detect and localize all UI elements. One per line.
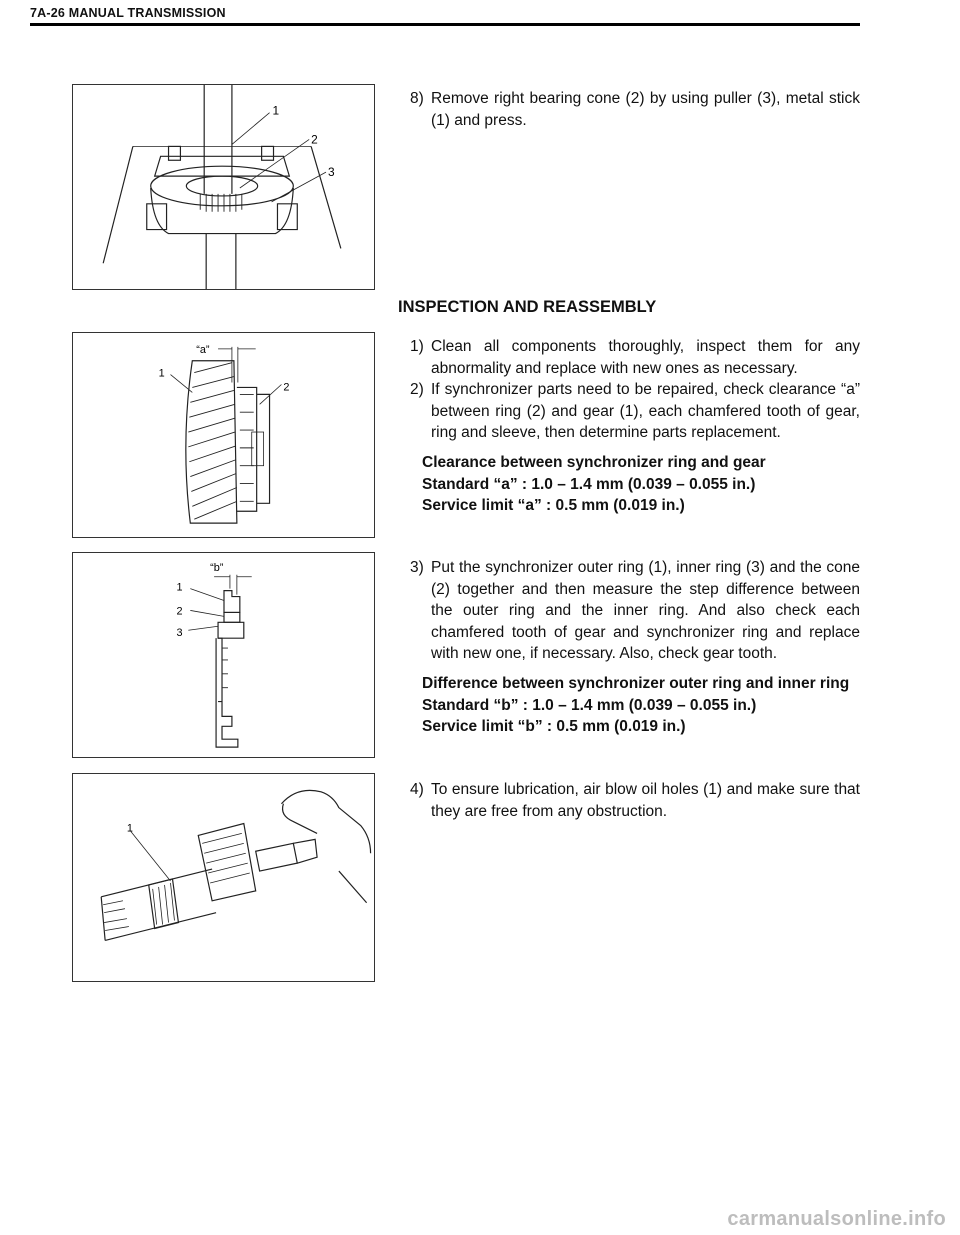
step-1-text: Clean all components thoroughly, inspect them for any abnormality and replace with new ones as necessary.	[431, 338, 860, 377]
spec-a-title: Clearance between synchronizer ring and gear	[422, 454, 766, 471]
spec-a-standard: Standard “a” : 1.0 – 1.4 mm (0.039 – 0.055 in.)	[422, 475, 756, 493]
bearing-puller-illustration	[73, 85, 374, 289]
fig3-label-3: 3	[176, 627, 183, 640]
figure-step-difference-b	[72, 552, 375, 758]
fig4-label-1: 1	[126, 822, 133, 835]
fig2-label-1: 1	[158, 367, 165, 380]
step-1-number: 1)	[410, 338, 424, 355]
air-blow-illustration	[73, 774, 374, 981]
spec-b-standard: Standard “b” : 1.0 – 1.4 mm (0.039 – 0.055 in.)	[422, 696, 757, 714]
fig2-label-a: “a”	[196, 343, 210, 356]
spec-step-difference-b	[422, 673, 862, 738]
figure-clearance-a	[72, 332, 375, 538]
spec-b-title: Difference between synchronizer outer ring and inner ring	[422, 675, 850, 692]
step-2-number: 2)	[410, 381, 424, 398]
step-3	[410, 557, 860, 665]
step-3-text: Put the synchronizer outer ring (1), inner ring (3) and the cone (2) together and then measure the step difference between the outer ring and the inner ring. And also check each chamfered tooth of gear and synchronizer ring and replace with new one, if necessary. Also, check gear tooth.	[431, 559, 860, 662]
fig1-label-1: 1	[272, 103, 280, 118]
step-4	[410, 779, 860, 822]
spec-clearance-a	[422, 452, 862, 517]
fig1-label-3: 3	[327, 165, 335, 180]
step-8-number: 8)	[410, 90, 424, 107]
page-header-title: 7A-26 MANUAL TRANSMISSION	[30, 6, 226, 20]
spec-b-limit: Service limit “b” : 0.5 mm (0.019 in.)	[422, 718, 686, 735]
step-2	[410, 379, 860, 444]
step-8	[410, 88, 860, 131]
fig2-label-2: 2	[283, 381, 290, 394]
footer-watermark: carmanualsonline.info	[727, 1208, 946, 1230]
fig3-label-2: 2	[176, 605, 183, 618]
step-8-text: Remove right bearing cone (2) by using puller (3), metal stick (1) and press.	[431, 90, 860, 129]
fig1-label-2: 2	[311, 132, 318, 147]
step-4-number: 4)	[410, 781, 424, 798]
section-heading: INSPECTION AND REASSEMBLY	[398, 298, 657, 316]
clearance-a-illustration	[73, 333, 374, 537]
step-difference-b-illustration	[73, 553, 374, 757]
fig3-label-b: “b”	[210, 561, 224, 574]
header-divider	[30, 23, 860, 26]
figure-air-blow-oil-holes	[72, 773, 375, 982]
figure-bearing-puller	[72, 84, 375, 290]
fig3-label-1: 1	[176, 581, 183, 594]
step-4-text: To ensure lubrication, air blow oil holes (1) and make sure that they are free from any obstruction.	[431, 781, 860, 820]
spec-a-limit: Service limit “a” : 0.5 mm (0.019 in.)	[422, 497, 685, 514]
step-3-number: 3)	[410, 559, 424, 576]
step-2-text: If synchronizer parts need to be repaired, check clearance “a” between ring (2) and gear (1), each chamfered tooth of gear, ring and sleeve, then determine parts replacement.	[431, 381, 860, 441]
step-1	[410, 336, 860, 379]
